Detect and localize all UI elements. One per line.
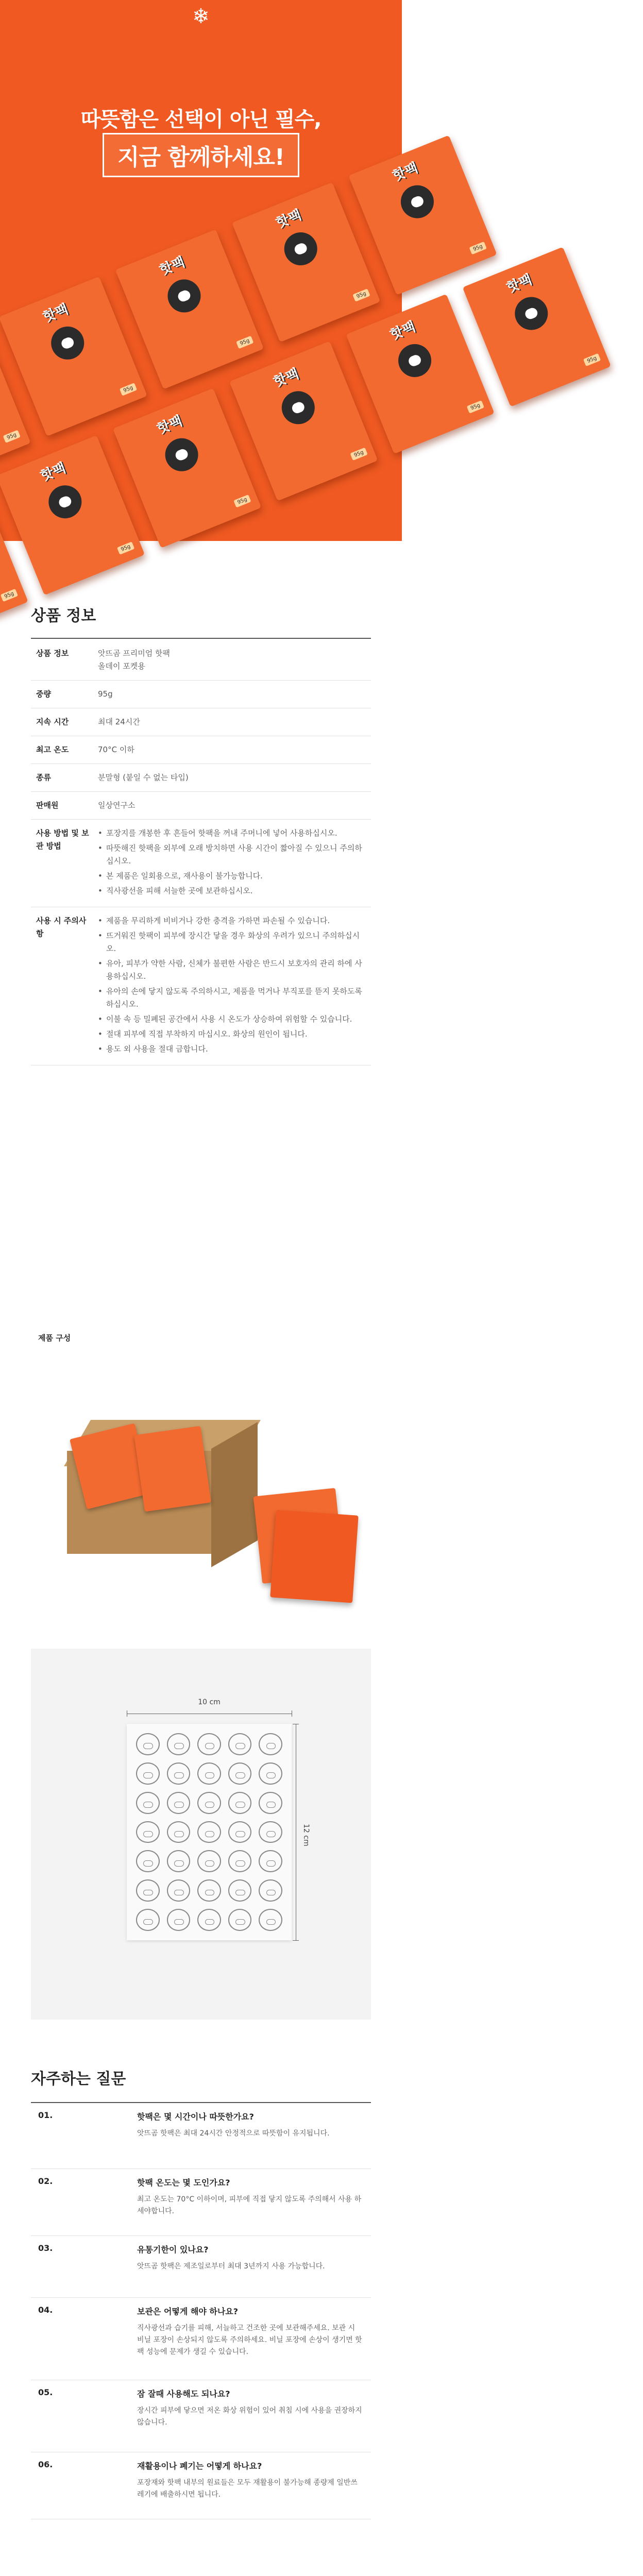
- info-value: [98, 681, 371, 708]
- bear-pattern-icon: [167, 1821, 191, 1843]
- bear-pattern-icon: [167, 1733, 191, 1755]
- info-bullet: • 포장지를 개봉한 후 흔들어 핫팩을 꺼내 주머니에 넣어 사용하십시오.: [98, 827, 366, 840]
- bear-pattern-icon: [167, 1850, 191, 1872]
- faq-question[interactable]: 재활용이나 폐기는 어떻게 하나요?: [137, 2461, 262, 2471]
- faq-answer: 앗뜨곰 핫팩은 제조일로부터 최대 3년까지 사용 가능합니다.: [137, 2262, 325, 2270]
- info-value: [98, 736, 371, 764]
- faq-number: 01.: [38, 2110, 53, 2120]
- bear-pattern-icon: [228, 1909, 252, 1931]
- bear-pattern-icon: [197, 1733, 221, 1755]
- info-value-line: 95g: [98, 689, 113, 699]
- info-value-line: 70°C 이하: [98, 745, 134, 754]
- info-bullet: • 유아의 손에 닿지 않도록 주의하시고, 제품을 먹거나 부직포를 뜯지 못하도록 하십시오.: [98, 985, 366, 1011]
- bear-pattern-icon: [136, 1879, 160, 1902]
- info-bullet: • 제품을 무리하게 비비거나 강한 충격을 가하면 파손될 수 있습니다.: [98, 914, 366, 927]
- faq-number: 03.: [38, 2243, 53, 2253]
- faq-answer: 장시간 피부에 닿으면 저온 화상 위험이 있어 취침 시에 사용을 권장하지 않습니다.: [137, 2406, 362, 2427]
- bear-pattern-icon: [167, 1792, 191, 1814]
- hotpack-image: 핫팩 95g: [232, 182, 380, 342]
- bear-pattern-icon: [197, 1762, 221, 1785]
- bear-pattern-icon: [197, 1909, 221, 1931]
- bear-pattern-icon: [228, 1879, 252, 1902]
- hotpack-image: 핫팩 95g: [463, 247, 611, 406]
- info-value: [98, 708, 371, 736]
- info-bullet: • 직사광선을 피해 서늘한 곳에 보관하십시오.: [98, 885, 366, 897]
- bear-icon: [160, 433, 203, 476]
- info-key: 판매원: [31, 792, 98, 820]
- bear-pattern-icon: [197, 1850, 221, 1872]
- bear-pattern-icon: [197, 1792, 221, 1814]
- faq-item[interactable]: [31, 2169, 371, 2236]
- info-value-line: 일상연구소: [98, 801, 136, 810]
- info-bullet: • 용도 외 사용을 절대 금합니다.: [98, 1043, 366, 1056]
- info-row: [31, 681, 371, 708]
- faq-question[interactable]: 보관은 어떻게 해야 하나요?: [137, 2307, 239, 2316]
- info-value-line: 최대 24시간: [98, 717, 140, 726]
- faq-answer: 최고 온도는 70°C 이하이며, 피부에 직접 닿지 않도록 주의해서 사용 하세야합니다.: [137, 2195, 362, 2215]
- info-row: [31, 708, 371, 736]
- hotpack-image: 핫팩 95g: [0, 435, 145, 595]
- faq-question[interactable]: 잠 잘때 사용해도 되나요?: [137, 2389, 230, 2399]
- height-label: 12 cm: [302, 1824, 310, 1846]
- shipping-box-image: [67, 1420, 263, 1549]
- info-value-line: 올데이 포켓용: [98, 662, 145, 671]
- hotpack-image: 핫팩 95g: [346, 294, 494, 454]
- bear-pattern-icon: [136, 1733, 160, 1755]
- info-key: 지속 시간: [31, 708, 98, 736]
- bear-pattern-icon: [197, 1879, 221, 1902]
- bear-pattern-icon: [228, 1821, 252, 1843]
- bear-icon: [44, 481, 87, 523]
- hotpack-image: 95g: [0, 482, 28, 642]
- bear-pattern-icon: [259, 1792, 282, 1814]
- info-row: [31, 640, 371, 681]
- hotpack-image: 핫팩 95g: [0, 277, 147, 436]
- info-bullet: • 절대 피부에 직접 부착하지 마십시오. 화상의 원인이 됩니다.: [98, 1028, 366, 1041]
- faq-answer: 직사광선과 습기를 피해, 서늘하고 건조한 곳에 보관해주세요. 보관 시 비닐 포장이 손상되지 않도록 주의하세요. 비닐 포장에 손상이 생기면 핫팩 성능에 문제가 생길 수 있습니다.: [137, 2324, 362, 2356]
- bear-pattern-icon: [136, 1792, 160, 1814]
- bear-pattern-icon: [259, 1879, 282, 1902]
- bear-pattern-icon: [228, 1792, 252, 1814]
- info-value-line: 분말형 (붙일 수 없는 타입): [98, 773, 189, 782]
- hotpack-image: [270, 1510, 358, 1603]
- faq-number: 05.: [38, 2387, 53, 2397]
- bear-pattern-icon: [228, 1762, 252, 1785]
- info-value-line: 앗뜨곰 프리미엄 핫팩: [98, 649, 170, 658]
- bear-pattern-icon: [259, 1733, 282, 1755]
- bear-pattern-icon: [136, 1762, 160, 1785]
- info-value: [98, 640, 371, 681]
- info-key: 최고 온도: [31, 736, 98, 764]
- product-info-title: 상품 정보: [31, 607, 96, 625]
- bear-pattern-icon: [167, 1909, 191, 1931]
- bear-pattern-icon: [136, 1821, 160, 1843]
- faq-item[interactable]: [31, 2380, 371, 2452]
- info-bullet: • 따뜻해진 핫팩을 외부에 오래 방치하면 사용 시간이 짧아질 수 있으니 주의하십시오.: [98, 842, 366, 868]
- info-row: [31, 792, 371, 820]
- bear-pattern-icon: [259, 1909, 282, 1931]
- hotpack-image: 핫팩 95g: [113, 388, 261, 548]
- faq-number: 06.: [38, 2460, 53, 2469]
- info-bullet-list: [98, 914, 366, 1056]
- hero-headline-2: 지금 함께하세요!: [103, 133, 299, 177]
- info-bullet: • 뜨거워진 핫팩이 피부에 장시간 닿을 경우 화상의 우려가 있으니 주의하십시오.: [98, 929, 366, 955]
- bear-pattern-icon: [167, 1762, 191, 1785]
- info-key: 상품 정보: [31, 640, 98, 681]
- info-bullet: • 유아, 피부가 약한 사람, 신체가 불편한 사람은 반드시 보호자의 관리 하에 사용하십시오.: [98, 957, 366, 983]
- info-row: [31, 736, 371, 764]
- info-key: 사용 시 주의사항: [31, 907, 98, 1065]
- bear-pattern-icon: [167, 1879, 191, 1902]
- hero-headline-1: 따뜻함은 선택이 아닌 필수,: [80, 108, 321, 131]
- hotpack-image: 95g: [0, 324, 31, 483]
- hotpack-image: 핫팩 95g: [229, 341, 378, 501]
- faq-question[interactable]: 핫팩은 몇 시간이나 따뜻한가요?: [137, 2112, 254, 2122]
- faq-item[interactable]: [31, 2298, 371, 2380]
- width-label: 10 cm: [198, 1698, 221, 1706]
- info-value: [98, 820, 371, 907]
- info-key: 사용 방법 및 보관 방법: [31, 820, 98, 907]
- faq-question[interactable]: 핫팩 온도는 몇 도인가요?: [137, 2178, 230, 2188]
- info-row: [31, 764, 371, 792]
- bear-pattern-icon: [259, 1850, 282, 1872]
- bear-icon: [46, 321, 89, 364]
- product-info-rule: [31, 638, 371, 639]
- bear-icon: [394, 339, 436, 382]
- hotpack-image: 핫팩 95g: [348, 135, 497, 295]
- faq-answer: 포장재와 핫팩 내부의 원료들은 모두 재활용이 불가능해 종량제 일반쓰레기에 배출하시면 됩니다.: [137, 2479, 358, 2499]
- faq-question[interactable]: 유통기한이 있나요?: [137, 2245, 209, 2255]
- product-info-table: [31, 640, 371, 1065]
- hotpack-image: [134, 1426, 211, 1512]
- product-composition-image: [31, 1358, 371, 1636]
- faq-answer: 앗뜨곰 핫팩은 최대 24시간 안정적으로 따뜻함이 유지됩니다.: [137, 2129, 330, 2138]
- faq-number: 04.: [38, 2305, 53, 2315]
- faq-title: 자주하는 질문: [31, 2070, 126, 2088]
- info-row: [31, 907, 371, 1065]
- bear-icon: [510, 292, 553, 335]
- info-bullet: • 본 제품은 일회용으로, 재사용이 불가능합니다.: [98, 870, 366, 883]
- snowflake-icon: ❄: [192, 5, 210, 28]
- info-value: [98, 907, 371, 1065]
- info-key: 종류: [31, 764, 98, 792]
- info-value: [98, 792, 371, 820]
- hero-headline-2-wrap: [0, 133, 402, 177]
- bear-icon: [163, 275, 206, 317]
- info-value: [98, 764, 371, 792]
- bear-pattern-icon: [136, 1850, 160, 1872]
- faq-item[interactable]: [31, 2452, 371, 2519]
- bear-icon: [277, 386, 319, 429]
- faq-number: 02.: [38, 2176, 53, 2186]
- info-row: [31, 820, 371, 907]
- info-bullet-list: [98, 827, 366, 897]
- bear-pattern-icon: [197, 1821, 221, 1843]
- heat-pad-image: [127, 1724, 292, 1940]
- bear-icon: [396, 180, 438, 223]
- hero-banner: [0, 0, 598, 600]
- faq-item[interactable]: [31, 2103, 371, 2169]
- bear-pattern-icon: [228, 1850, 252, 1872]
- faq-item[interactable]: [31, 2236, 371, 2298]
- bear-pattern-icon: [136, 1909, 160, 1931]
- info-key: 중량: [31, 681, 98, 708]
- info-bullet: • 이불 속 등 밀폐된 공간에서 사용 시 온도가 상승하여 위험할 수 있습니다.: [98, 1013, 366, 1026]
- bear-pattern-icon: [228, 1733, 252, 1755]
- bear-icon: [279, 228, 322, 270]
- composition-label: 제품 구성: [38, 1333, 71, 1343]
- bear-pattern-icon: [259, 1821, 282, 1843]
- hotpack-image: 핫팩 95g: [115, 229, 264, 389]
- bear-pattern-icon: [259, 1762, 282, 1785]
